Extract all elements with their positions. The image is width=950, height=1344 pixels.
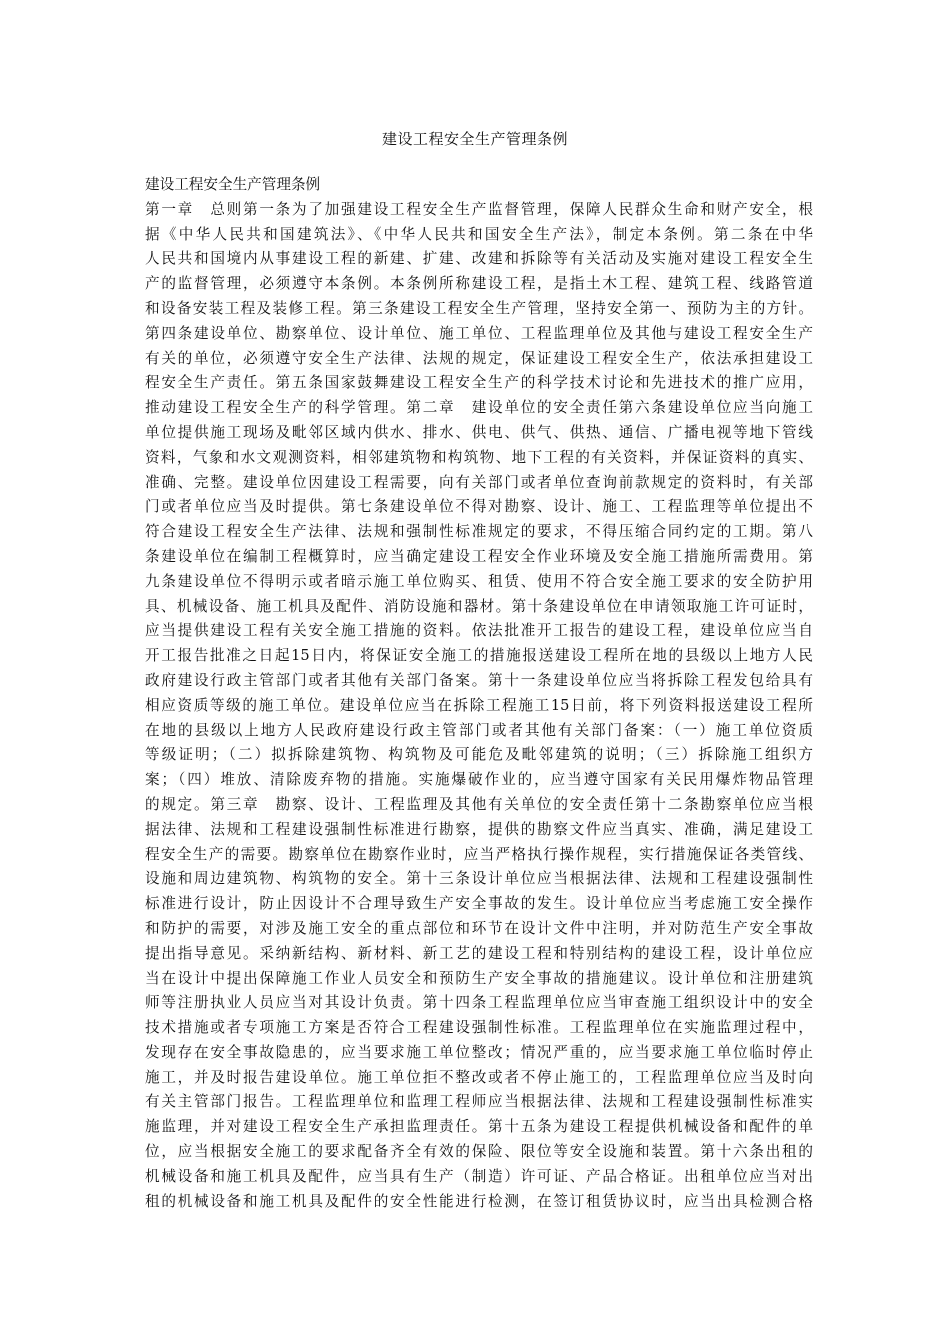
paragraph-line: 施监理，并对建设工程安全生产承担监理责任。第十五条为建设工程提供机械设备和配件的单: [145, 1118, 813, 1136]
paragraph-lines: [145, 198, 813, 1215]
paragraph-line: 设施和周边建筑物、构筑物的安全。第十三条设计单位应当根据法律、法规和工程建设强制性: [145, 870, 813, 888]
paragraph-line: 位，应当根据安全施工的要求配备齐全有效的保险、限位等安全设施和装置。第十六条出租的: [145, 1143, 813, 1161]
paragraph-line: 据《中华人民共和国建筑法》、《中华人民共和国安全生产法》，制定本条例。第二条在中华: [145, 225, 813, 243]
paragraph-line: 资料，气象和水文观测资料，相邻建筑物和构筑物、地下工程的有关资料，并保证资料的真实、: [145, 448, 813, 466]
paragraph-line: 技术措施或者专项施工方案是否符合工程建设强制性标准。工程监理单位在实施监理过程中，: [145, 1019, 813, 1037]
paragraph-line: 产的监督管理，必须遵守本条例。本条例所称建设工程，是指土木工程、建筑工程、线路管道: [145, 275, 813, 293]
paragraph-line: 单位提供施工现场及毗邻区域内供水、排水、供电、供气、供热、通信、广播电视等地下管线: [145, 423, 813, 441]
paragraph-line: 应当提供建设工程有关安全施工措施的资料。依法批准开工报告的建设工程，建设单位应当自: [145, 622, 813, 640]
paragraph-line: 开工报告批准之日起15日内，将保证安全施工的措施报送建设工程所在地的县级以上地方人民: [145, 647, 813, 665]
paragraph-line: 和设备安装工程及装修工程。第三条建设工程安全生产管理，坚持安全第一、预防为主的方针。: [145, 299, 813, 317]
paragraph-line: 有关的单位，必须遵守安全生产法律、法规的规定，保证建设工程安全生产，依法承担建设工: [145, 349, 813, 367]
document-body: [145, 173, 813, 1214]
paragraph-line: 准确、完整。建设单位因建设工程需要，向有关部门或者单位查询前款规定的资料时，有关部: [145, 473, 813, 491]
document-title: 建设工程安全生产管理条例: [381, 130, 568, 148]
paragraph-line: 标准进行设计，防止因设计不合理导致生产安全事故的发生。设计单位应当考虑施工安全操作: [145, 895, 813, 913]
paragraph-line: 据法律、法规和工程建设强制性标准进行勘察，提供的勘察文件应当真实、准确，满足建设工: [145, 820, 813, 838]
paragraph-line: 等级证明；（二）拟拆除建筑物、构筑物及可能危及毗邻建筑的说明；（三）拆除施工组织方: [145, 746, 813, 764]
paragraph-line: 政府建设行政主管部门或者其他有关部门备案。第十一条建设单位应当将拆除工程发包给具有: [145, 671, 813, 689]
paragraph-line: 程安全生产的需要。勘察单位在勘察作业时，应当严格执行操作规程，实行措施保证各类管线、: [145, 845, 813, 863]
paragraph-line: 的规定。第三章 勘察、设计、工程监理及其他有关单位的安全责任第十二条勘察单位应当根: [145, 795, 813, 813]
paragraph-line: 程安全生产责任。第五条国家鼓舞建设工程安全生产的科学技术讨论和先进技术的推广应用，: [145, 374, 813, 392]
paragraph-line: 有关主管部门报告。工程监理单位和监理工程师应当根据法律、法规和工程建设强制性标准实: [145, 1093, 813, 1111]
paragraph-line: 九条建设单位不得明示或者暗示施工单位购买、租赁、使用不符合安全施工要求的安全防护用: [145, 572, 813, 590]
paragraph-line: 施工，并及时报告建设单位。施工单位拒不整改或者不停止施工的，工程监理单位应当及时向: [145, 1068, 813, 1086]
paragraph-line: 当在设计中提出保障施工作业人员安全和预防生产安全事故的措施建议。设计单位和注册建筑: [145, 969, 813, 987]
paragraph-line: 机械设备和施工机具及配件，应当具有生产（制造）许可证、产品合格证。出租单位应当对出: [145, 1167, 813, 1185]
paragraph-line: 第四条建设单位、勘察单位、设计单位、施工单位、工程监理单位及其他与建设工程安全生产: [145, 324, 813, 342]
paragraph-line: 条建设单位在编制工程概算时，应当确定建设工程安全作业环境及安全施工措施所需费用。第: [145, 547, 813, 565]
document-subtitle: 建设工程安全生产管理条例: [145, 176, 321, 193]
paragraph-line: 和防护的需要，对涉及施工安全的重点部位和环节在设计文件中注明，并对防范生产安全事故: [145, 919, 813, 937]
paragraph-line: 租的机械设备和施工机具及配件的安全性能进行检测，在签订租赁协议时，应当出具检测合格: [145, 1192, 813, 1210]
paragraph-line: 师等注册执业人员应当对其设计负责。第十四条工程监理单位应当审查施工组织设计中的安全: [145, 994, 813, 1012]
paragraph-line: 符合建设工程安全生产法律、法规和强制性标准规定的要求，不得压缩合同约定的工期。第八: [145, 523, 813, 541]
paragraph-line: 发现存在安全事故隐患的，应当要求施工单位整改；情况严重的，应当要求施工单位临时停止: [145, 1043, 813, 1061]
paragraph-line: 提出指导意见。采纳新结构、新材料、新工艺的建设工程和特别结构的建设工程，设计单位应: [145, 944, 813, 962]
paragraph-line: 门或者单位应当及时提供。第七条建设单位不得对勘察、设计、施工、工程监理等单位提出不: [145, 498, 813, 516]
paragraph-line: 推动建设工程安全生产的科学管理。第二章 建设单位的安全责任第六条建设单位应当向施工: [145, 399, 813, 417]
paragraph-line: 人民共和国境内从事建设工程的新建、扩建、改建和拆除等有关活动及实施对建设工程安全生: [145, 250, 813, 268]
paragraph-line: 在地的县级以上地方人民政府建设行政主管部门或者其他有关部门备案：（一）施工单位资质: [145, 721, 813, 739]
paragraph-line: 相应资质等级的施工单位。建设单位应当在拆除工程施工15日前，将下列资料报送建设工程所: [145, 696, 813, 714]
paragraph-line: 第一章 总则第一条为了加强建设工程安全生产监督管理，保障人民群众生命和财产安全，根: [145, 200, 813, 218]
paragraph-line: 案；（四）堆放、清除废弃物的措施。实施爆破作业的，应当遵守国家有关民用爆炸物品管理: [145, 771, 813, 789]
paragraph-line: 具、机械设备、施工机具及配件、消防设施和器材。第十条建设单位在申请领取施工许可证时，: [145, 597, 813, 615]
